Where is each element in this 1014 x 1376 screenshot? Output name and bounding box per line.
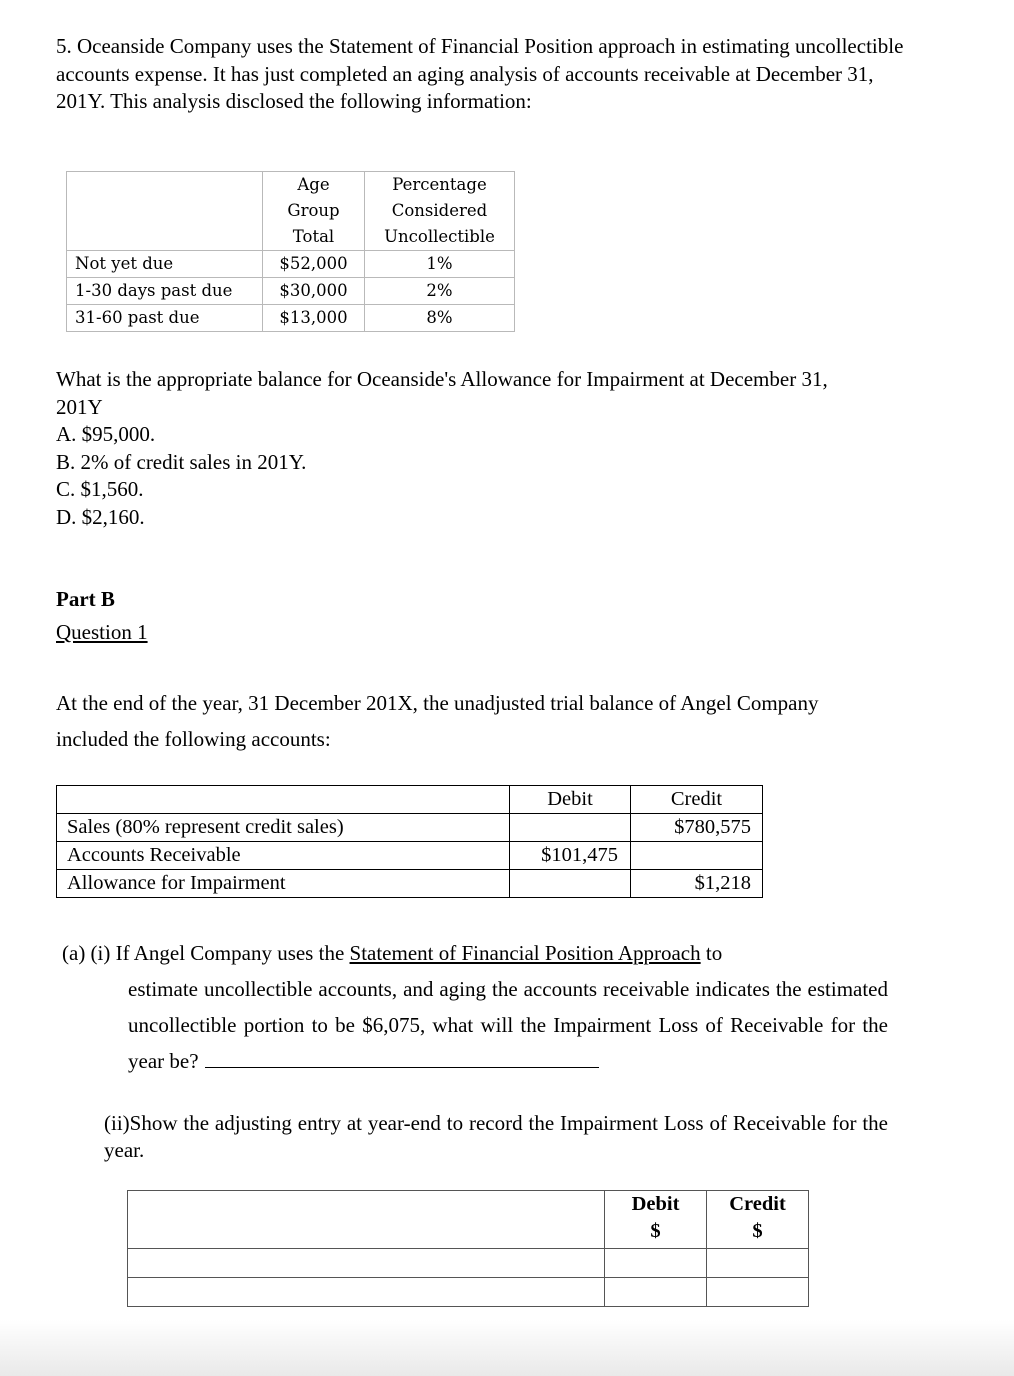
journal-header-account: [128, 1191, 605, 1249]
answer-option-d[interactable]: D. $2,160.: [56, 504, 145, 529]
tb-header-account: [57, 786, 510, 814]
tb-account: Sales (80% represent credit sales): [57, 814, 510, 842]
tb-debit: [510, 814, 631, 842]
tb-credit: [631, 842, 763, 870]
journal-credit-cell[interactable]: [707, 1278, 809, 1307]
aging-header-age-3: Total: [292, 227, 335, 246]
aging-header-age-2: Group: [287, 201, 340, 220]
question-5-text: 5. Oceanside Company uses the Statement of Financial Position approach in estimating uncollectible accounts expense. It has just completed an aging analysis of accounts receivable at December 31, 201Y. This analysis disclosed the following information:: [56, 34, 904, 113]
bottom-fade: [0, 1320, 1014, 1376]
part-b-title: Part B: [56, 587, 115, 611]
journal-header-row: [128, 1191, 809, 1249]
table-row: [57, 814, 763, 842]
tb-credit: $780,575: [631, 814, 763, 842]
journal-debit-cell[interactable]: [605, 1278, 707, 1307]
question-5-prompt-block: [56, 366, 856, 531]
journal-credit-cell[interactable]: [707, 1249, 809, 1278]
question-1-label: Question 1: [56, 620, 148, 644]
tb-debit: $101,475: [510, 842, 631, 870]
statement-approach-link: Statement of Financial Position Approach: [349, 941, 701, 965]
journal-header-credit: [707, 1191, 809, 1249]
journal-account-cell[interactable]: [128, 1249, 605, 1278]
aging-table: [66, 171, 515, 332]
journal-entry-table: [127, 1190, 809, 1307]
journal-row[interactable]: [128, 1278, 809, 1307]
aging-total: $13,000: [263, 305, 365, 332]
answer-blank-line[interactable]: [205, 1047, 599, 1068]
aging-header-pct-1: Percentage: [392, 175, 487, 194]
question-a-ii: (ii)Show the adjusting entry at year-end to record the Impairment Loss of Receivable for the year.: [104, 1111, 888, 1162]
aging-header-row: [67, 172, 515, 251]
tb-header-credit: Credit: [631, 786, 763, 814]
part-b-intro: At the end of the year, 31 December 201X, the unadjusted trial balance of Angel Company included the following accounts:: [56, 691, 819, 751]
question-5-prompt: What is the appropriate balance for Oceanside's Allowance for Impairment at December 31, 201Y: [56, 367, 828, 419]
aging-row: [67, 251, 515, 278]
aging-header-pct-3: Uncollectible: [384, 227, 495, 246]
aging-total: $52,000: [263, 251, 365, 278]
journal-header-debit: [605, 1191, 707, 1249]
aging-row: [67, 305, 515, 332]
aging-label: 31-60 past due: [67, 305, 263, 332]
aging-header-age: [263, 172, 365, 251]
trial-balance-table: [56, 785, 763, 898]
question-a-i: [62, 935, 888, 1079]
journal-debit-currency: $: [650, 1220, 661, 1242]
tb-debit: [510, 870, 631, 898]
aging-pct: 8%: [365, 305, 515, 332]
tb-account: Allowance for Impairment: [57, 870, 510, 898]
journal-credit-label: Credit: [729, 1193, 786, 1215]
answer-option-b[interactable]: B. 2% of credit sales in 201Y.: [56, 449, 307, 474]
question-a-i-body: [62, 971, 888, 1079]
answer-option-c[interactable]: C. $1,560.: [56, 477, 144, 501]
question-a-i-rest: estimate uncollectible accounts, and aging the accounts receivable indicates the estimated uncollectible portion to be $6,075, what will the Impairment Loss of Receivable for the year be?: [128, 977, 888, 1073]
aging-total: $30,000: [263, 278, 365, 305]
table-row: [57, 870, 763, 898]
trial-balance-header: [57, 786, 763, 814]
aging-header-pct-2: Considered: [391, 201, 488, 220]
journal-account-cell[interactable]: [128, 1278, 605, 1307]
question-a-i-to: to: [705, 941, 723, 965]
aging-header-empty: [67, 172, 263, 251]
question-a-i-lead: (a) (i) If Angel Company uses the: [62, 941, 345, 965]
table-row: [57, 842, 763, 870]
journal-row[interactable]: [128, 1249, 809, 1278]
journal-debit-label: Debit: [631, 1193, 680, 1215]
aging-header-age-1: Age: [297, 175, 330, 194]
aging-label: Not yet due: [67, 251, 263, 278]
aging-row: [67, 278, 515, 305]
aging-header-pct: [365, 172, 515, 251]
aging-label: 1-30 days past due: [67, 278, 263, 305]
tb-account: Accounts Receivable: [57, 842, 510, 870]
aging-pct: 1%: [365, 251, 515, 278]
journal-credit-currency: $: [752, 1220, 763, 1242]
journal-debit-cell[interactable]: [605, 1249, 707, 1278]
answer-option-a[interactable]: A. $95,000.: [56, 422, 156, 446]
aging-pct: 2%: [365, 278, 515, 305]
tb-header-debit: Debit: [510, 786, 631, 814]
tb-credit: $1,218: [631, 870, 763, 898]
